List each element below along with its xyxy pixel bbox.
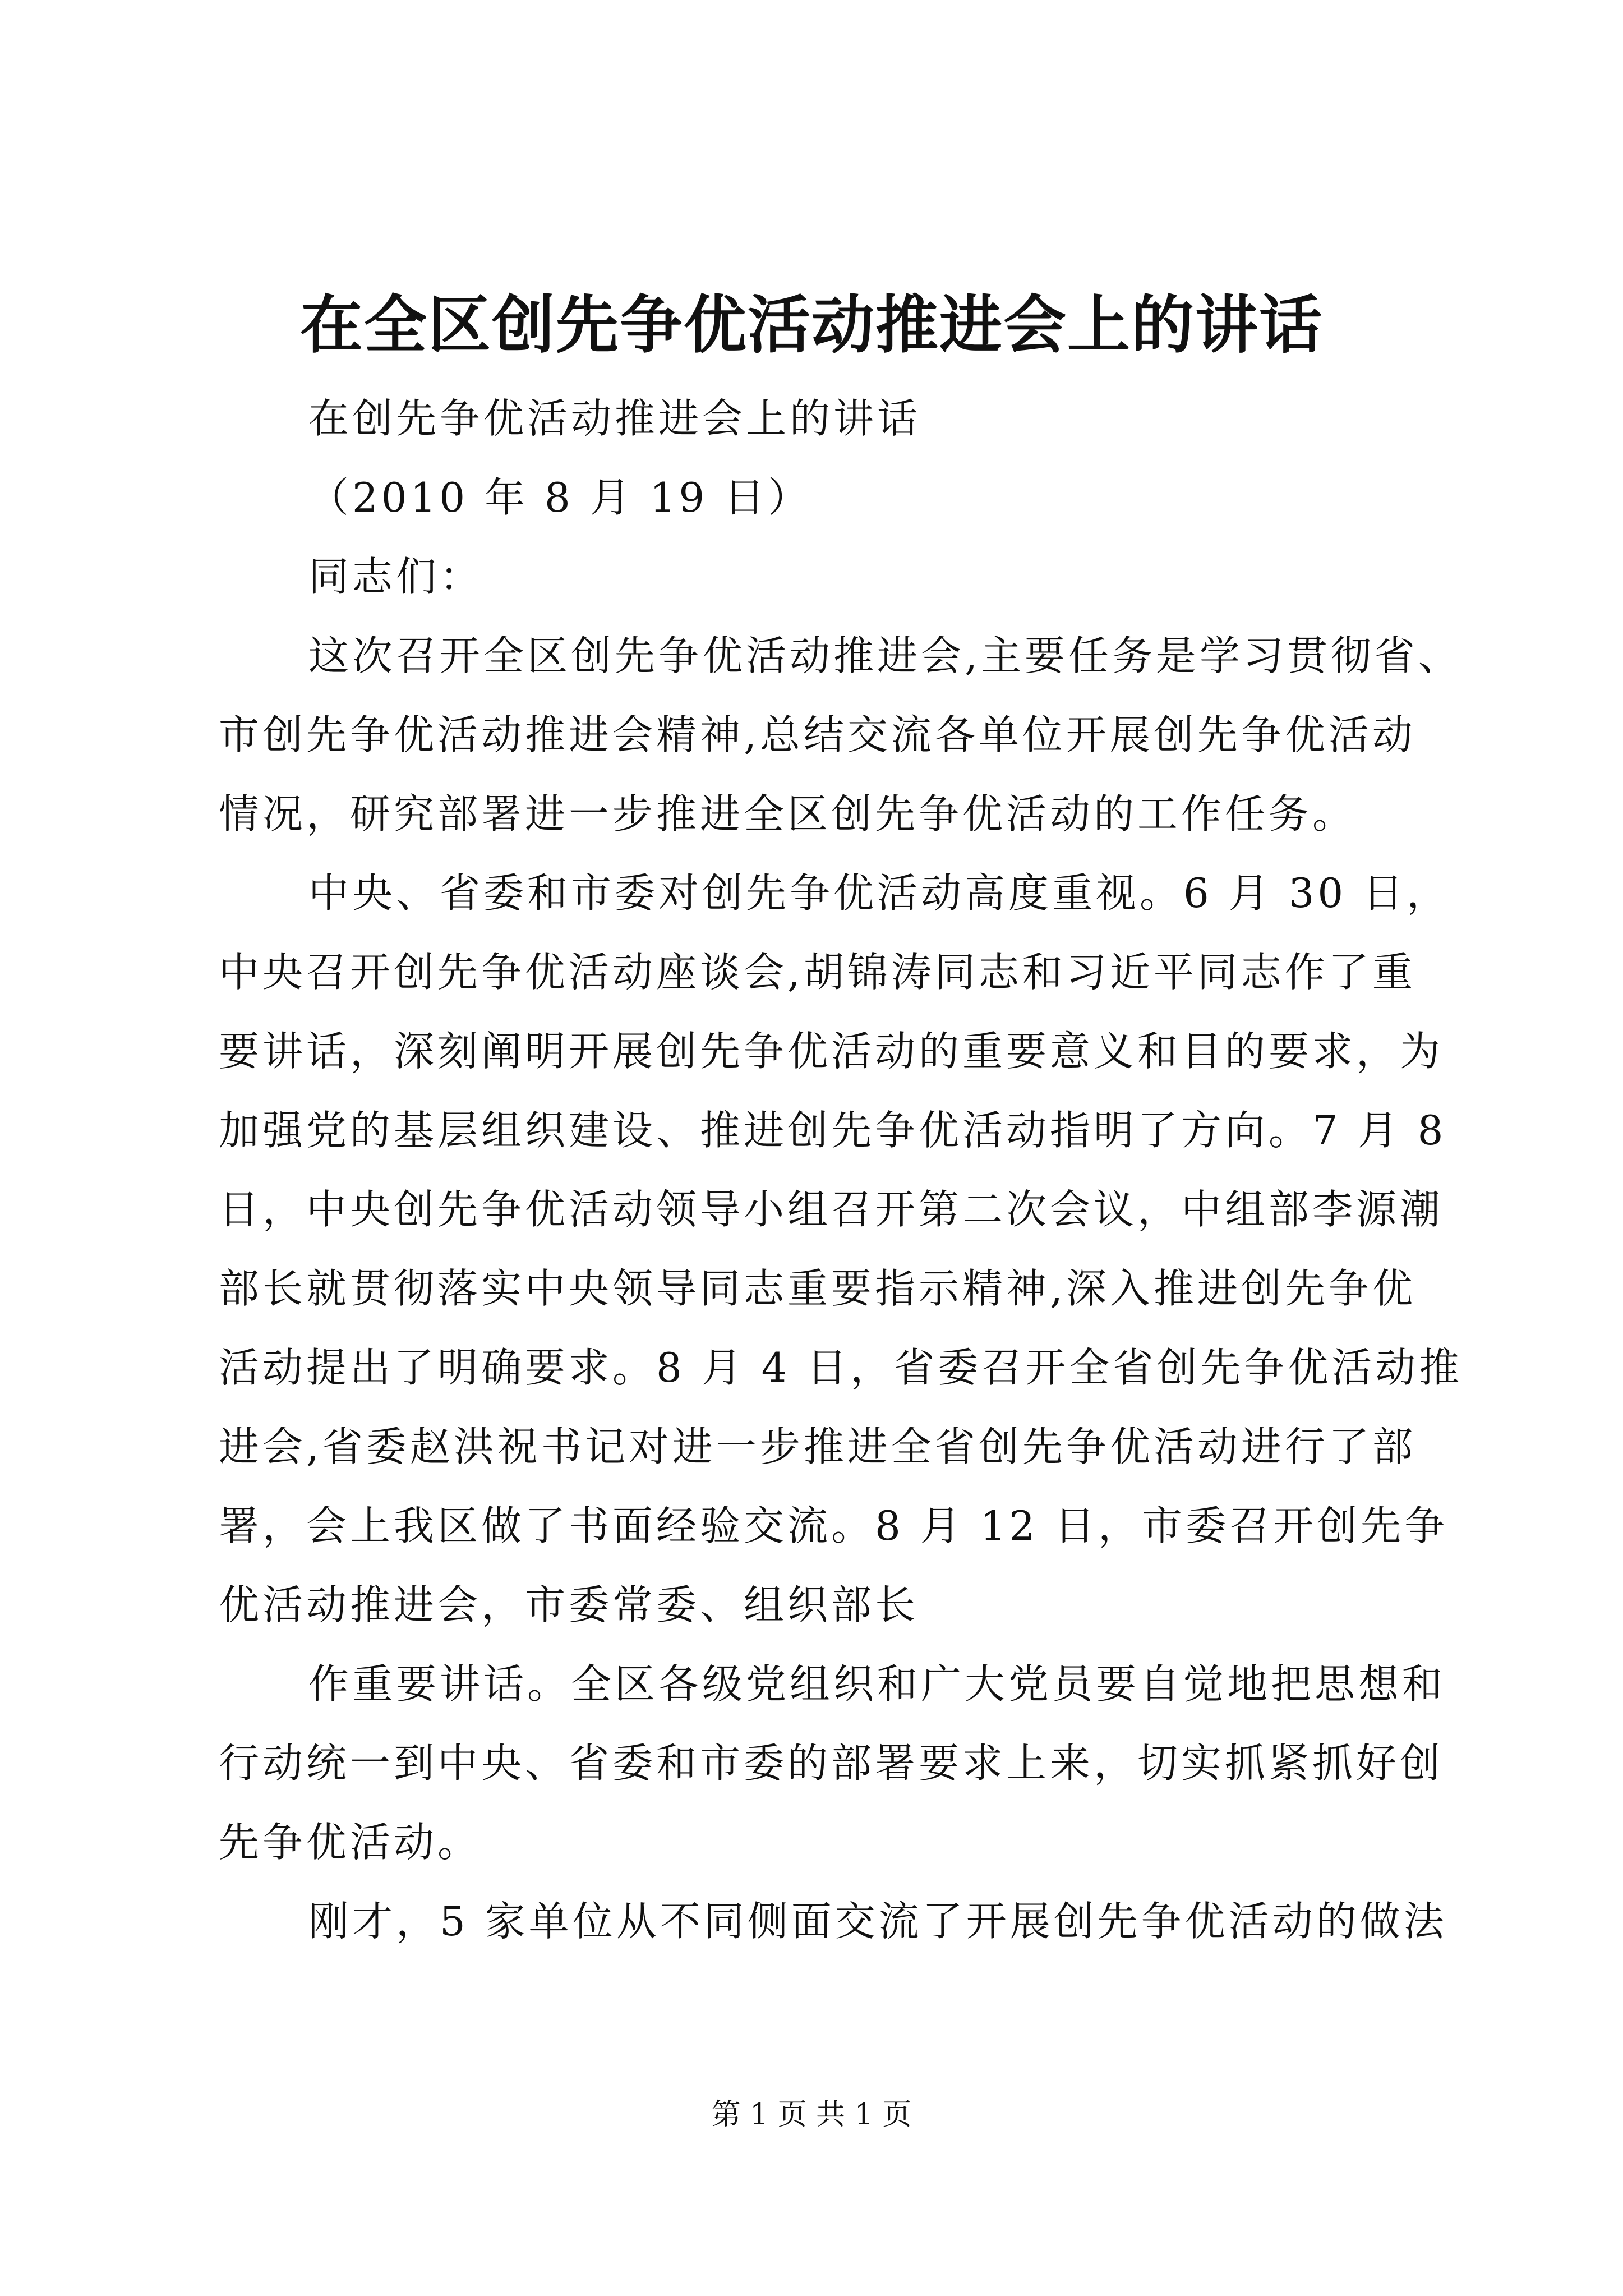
body-text-line: 这次召开全区创先争优活动推进会,主要任务是学习贯彻省、 xyxy=(308,632,1462,679)
body-text-line: 行动统一到中央、省委和市委的部署要求上来，切实抓紧抓好创 xyxy=(219,1740,1444,1787)
page-footer: 第 1 页 共 1 页 xyxy=(711,2098,912,2132)
body-text-line: 市创先争优活动推进会精神,总结交流各单位开展创先争优活动 xyxy=(219,711,1416,758)
body-text-line: 优活动推进会，市委常委、组织部长 xyxy=(219,1581,919,1628)
body-text-line: （2010 年 8 月 19 日） xyxy=(308,474,812,521)
body-text-line: 同志们： xyxy=(308,553,484,600)
body-text-line: 中央召开创先争优活动座谈会,胡锦涛同志和习近平同志作了重 xyxy=(219,949,1416,996)
body-text-line: 中央、省委和市委对创先争优活动高度重视。6 月 30 日， xyxy=(308,869,1451,917)
body-text-line: 情况，研究部署进一步推进全区创先争优活动的工作任务。 xyxy=(219,790,1357,838)
body-text-line: 日，中央创先争优活动领导小组召开第二次会议，中组部李源潮 xyxy=(219,1186,1444,1233)
body-text-line: 进会,省委赵洪祝书记对进一步推进全省创先争优活动进行了部 xyxy=(219,1423,1416,1470)
body-text-line: 在创先争优活动推进会上的讲话 xyxy=(308,395,921,442)
body-text-line: 作重要讲话。全区各级党组织和广大党员要自觉地把思想和 xyxy=(308,1660,1446,1708)
body-text-line: 署，会上我区做了书面经验交流。8 月 12 日，市委召开创先争 xyxy=(219,1502,1449,1549)
document-title: 在全区创先争优活动推进会上的讲话 xyxy=(300,288,1323,362)
body-text-line: 要讲话，深刻阐明开展创先争优活动的重要意义和目的要求，为 xyxy=(219,1028,1444,1075)
body-text-line: 加强党的基层组织建设、推进创先争优活动指明了方向。7 月 8 xyxy=(219,1107,1447,1154)
body-text-line: 刚才，5 家单位从不同侧面交流了开展创先争优活动的做法 xyxy=(308,1898,1447,1945)
document-body xyxy=(219,379,1463,1961)
body-text-line: 先争优活动。 xyxy=(219,1819,482,1866)
body-text-line: 活动提出了明确要求。8 月 4 日，省委召开全省创先争优活动推 xyxy=(219,1344,1463,1391)
body-text-line: 部长就贯彻落实中央领导同志重要指示精神,深入推进创先争优 xyxy=(219,1265,1416,1312)
